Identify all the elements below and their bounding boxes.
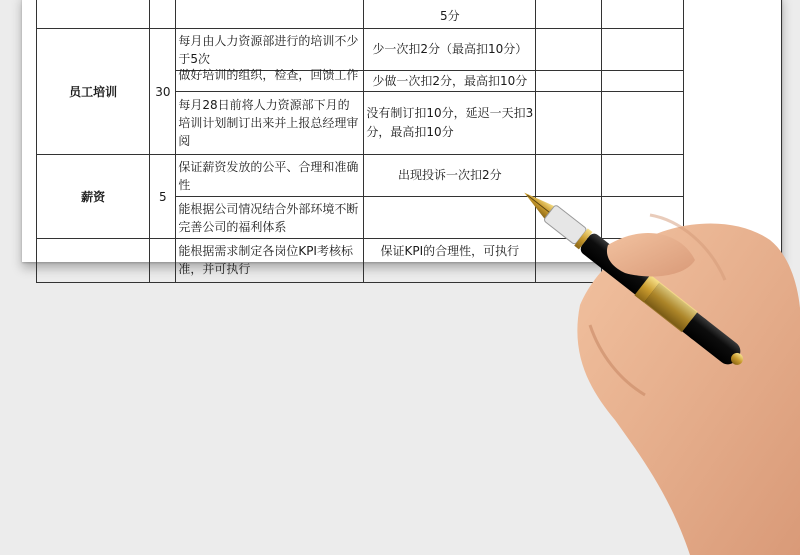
- standard-cell: [176, 239, 364, 283]
- weight-cell: 30: [150, 29, 176, 155]
- empty-cell: [536, 71, 602, 92]
- empty-cell: [601, 71, 684, 92]
- table-row: [37, 0, 782, 29]
- category-cell: 薪资: [37, 155, 150, 239]
- category-cell: [37, 239, 150, 283]
- rule-cell: [364, 197, 536, 239]
- empty-cell: [601, 0, 684, 29]
- standard-cell: 保证薪资发放的公平、合理和准确性: [176, 155, 364, 197]
- hand-with-pen-image: [520, 185, 800, 555]
- empty-cell: [536, 29, 602, 71]
- rule-cell: 少做一次扣2分，最高扣10分: [364, 71, 536, 92]
- category-cell: [37, 0, 150, 29]
- rule-cell: 少一次扣2分（最高扣10分）: [364, 29, 536, 71]
- standard-text: 做好培训的组织，检查，回馈工作: [178, 68, 359, 82]
- rule-cell: 出现投诉一次扣2分: [364, 155, 536, 197]
- standard-cell: 能根据公司情况结合外部环境不断完善公司的福利体系: [176, 197, 364, 239]
- table-row: [37, 29, 782, 71]
- weight-cell: [150, 0, 176, 29]
- standard-text: 能根据需求制定各岗位KPI考核标准，并可执行: [178, 244, 353, 276]
- rule-cell: [364, 239, 536, 283]
- standard-cell: [176, 0, 364, 29]
- empty-cell: [536, 92, 602, 155]
- standard-cell: 每月28日前将人力资源部下月的培训计划制订出来并上报总经理审阅: [176, 92, 364, 155]
- empty-cell: [536, 0, 602, 29]
- rule-cell: [364, 0, 536, 29]
- weight-cell: 5: [150, 155, 176, 239]
- standard-cell: [176, 68, 364, 92]
- rule-text: 5分: [440, 9, 460, 23]
- empty-cell: [601, 92, 684, 155]
- empty-cell: [601, 29, 684, 71]
- category-cell: 员工培训: [37, 29, 150, 155]
- weight-cell: [150, 239, 176, 283]
- rule-cell: 没有制订扣10分，延迟一天扣3分，最高扣10分: [364, 92, 536, 155]
- standard-cell: 每月由人力资源部进行的培训不少于5次: [176, 29, 364, 71]
- rule-text: 保证KPI的合理性，可执行: [380, 244, 520, 258]
